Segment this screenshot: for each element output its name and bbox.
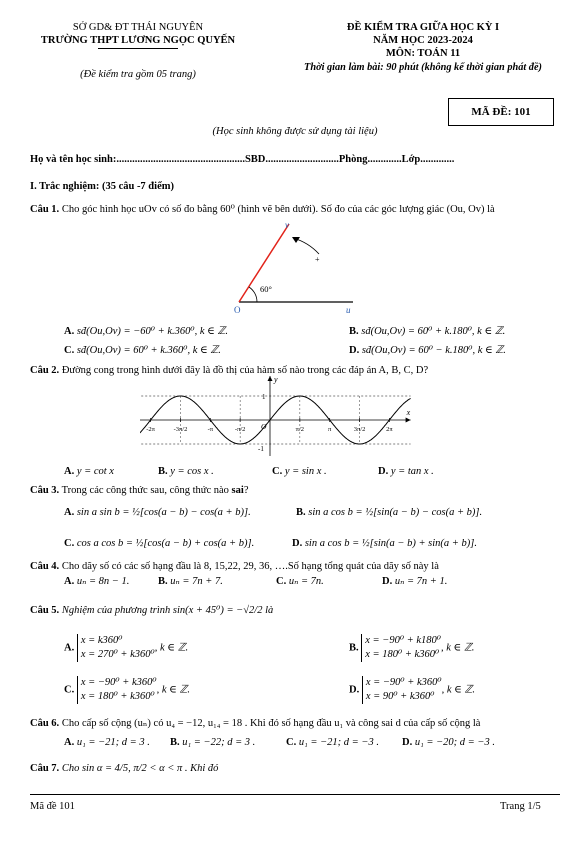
question-5-text: Nghiệm của phương trình sin(x + 45⁰) = −√2/2 là [61, 605, 274, 616]
q1-option-d[interactable]: D. sđ(Ou,Ov) = 60⁰ − k.180⁰, k ∈ ℤ. [349, 345, 506, 356]
q1-option-b[interactable]: B. sđ(Ou,Ov) = 60⁰ + k.180⁰, k ∈ ℤ. [349, 326, 506, 337]
school-year: NĂM HỌC 2023-2024 [373, 35, 473, 46]
x-tick-label: -π [207, 426, 214, 433]
q3-option-c[interactable]: C. cos a cos b = ½[cos(a − b) + cos(a + b)]. [64, 538, 255, 549]
question-2-text: Đường cong trong hình dưới đây là đồ thị của hàm số nào trong các đáp án A, B, C, D? [61, 365, 429, 376]
question-1 [30, 203, 560, 216]
question-6-label: Câu 6. [30, 718, 60, 729]
school-name: TRƯỜNG THPT LƯƠNG NGỌC QUYẾN [40, 35, 236, 46]
q3-option-b[interactable]: B. sin a cos b = ½[sin(a − b) − cos(a + b)]. [296, 507, 483, 518]
exam-time: Thời gian làm bài: 90 phút (không kể thời gian phát đề) [304, 62, 542, 73]
question-2-label: Câu 2. [30, 365, 60, 376]
x-tick-label: π/2 [295, 426, 305, 433]
q1-option-a[interactable]: A. sđ(Ou,Ov) = −60⁰ + k.360⁰, k ∈ ℤ. [64, 326, 228, 337]
q2-option-c[interactable]: C. y = sin x . [272, 466, 327, 477]
question-6 [30, 717, 560, 730]
origin-label: O [261, 422, 267, 431]
question-7-label: Câu 7. [30, 763, 60, 774]
x-tick-label: -2π [146, 426, 155, 433]
question-4-label: Câu 4. [30, 561, 60, 572]
question-7 [30, 762, 560, 775]
positive-direction-label: + [315, 255, 320, 264]
exam-title: ĐỀ KIỂM TRA GIỮA HỌC KỲ I [346, 22, 500, 33]
footer-page-number: Trang 1/5 [500, 801, 541, 812]
section-1-title: I. Trắc nghiệm: (35 câu -7 điểm) [30, 181, 174, 192]
q6-option-d[interactable]: D. u₁ = −20; d = −3 . [402, 737, 495, 748]
department-name: SỞ GD& ĐT THÁI NGUYÊN [72, 22, 204, 33]
point-o-label: O [234, 305, 241, 315]
footer-divider [30, 794, 560, 795]
q2-option-b[interactable]: B. y = cos x . [158, 466, 214, 477]
question-5 [30, 604, 560, 617]
q5-option-c[interactable]: C. x = −90⁰ + k360⁰ x = 180⁰ + k360⁰, k ∈ ℤ. [64, 677, 190, 702]
u-label: u [346, 305, 351, 315]
x-axis-arrow [406, 418, 411, 423]
q5-option-d[interactable]: D. x = −90⁰ + k360⁰ x = 90⁰ + k360⁰, k ∈ ℤ. [349, 677, 475, 702]
q6-option-b[interactable]: B. u₁ = −22; d = 3 . [170, 737, 256, 748]
angle-figure [225, 218, 365, 318]
footer-exam-code: Mã đề 101 [30, 801, 75, 812]
student-info-line: Họ và tên học sinh:.................................................SBD............................Phòng.............Lớp............. [30, 154, 455, 165]
y-axis-label: y [274, 375, 278, 384]
question-5-label: Câu 5. [30, 605, 60, 616]
no-documents-note: (Học sinh không được sử dụng tài liệu) [212, 126, 378, 137]
q5-option-a[interactable]: A. x = k360⁰ x = 270⁰ + k360⁰, k ∈ ℤ. [64, 635, 189, 660]
question-7-text: Cho sin α = 4/5, π/2 < α < π . Khi đó [61, 763, 219, 774]
question-1-text: Cho góc hình học uOv có số đo bằng 60⁰ (hình vẽ bên dưới). Số đo của các góc lượng giác (Ou, Ov) là [61, 204, 495, 215]
q6-option-a[interactable]: A. u₁ = −21; d = 3 . [64, 737, 150, 748]
exam-code-box: MÃ ĐỀ: 101 [448, 98, 554, 126]
q2-option-d[interactable]: D. y = tan x . [378, 466, 434, 477]
x-tick-label: -π/2 [234, 426, 246, 433]
x-tick-label: 3π/2 [353, 426, 366, 433]
question-3-text: Trong các công thức sau, công thức nào [61, 485, 229, 496]
y-tick-1: 1 [262, 393, 266, 401]
question-1-label: Câu 1. [30, 204, 60, 215]
q1-option-c[interactable]: C. sđ(Ou,Ov) = 60⁰ + k.360⁰, k ∈ ℤ. [64, 345, 221, 356]
question-6-text: Cho cấp số cộng (uₙ) có u₄ = −12, u₁₄ = 18 . Khi đó số hạng đầu u₁ và công sai d của cấp số cộng là [61, 718, 481, 729]
question-4-text: Cho dãy số có các số hạng đầu là 8, 15,22, 29, 36, ….Số hạng tổng quát của dãy số này là [61, 561, 439, 572]
subject: MÔN: TOÁN 11 [385, 48, 461, 59]
q2-option-a[interactable]: A. y = cot x [64, 466, 114, 477]
x-axis-label: x [406, 408, 411, 417]
y-tick-minus-1: -1 [258, 445, 264, 453]
q4-option-b[interactable]: B. uₙ = 7n + 7. [158, 576, 223, 587]
question-3: Câu 3. Trong các công thức sau, công thức nào sai? [30, 485, 249, 496]
question-4 [30, 560, 560, 573]
v-label: v [285, 220, 289, 230]
q3-option-d[interactable]: D. sin a cos b = ½[sin(a − b) + sin(a + b)]. [292, 538, 477, 549]
question-3-keyword: sai [231, 485, 244, 496]
q5-option-b[interactable]: B. x = −90⁰ + k180⁰ x = 180⁰ + k360⁰, k ∈ ℤ. [349, 635, 475, 660]
angle-arc [249, 287, 257, 302]
y-axis-arrow [268, 376, 273, 381]
q6-option-c[interactable]: C. u₁ = −21; d = −3 . [286, 737, 379, 748]
question-3-label: Câu 3. [30, 485, 60, 496]
q3-option-a[interactable]: A. sin a sin b = ½[cos(a − b) − cos(a + b)]. [64, 507, 251, 518]
school-underline [98, 48, 178, 49]
q4-option-c[interactable]: C. uₙ = 7n. [276, 576, 324, 587]
sine-graph [140, 374, 450, 458]
pages-note: (Đề kiểm tra gồm 05 trang) [80, 69, 196, 80]
x-tick-label: π [328, 426, 332, 433]
q4-option-a[interactable]: A. uₙ = 8n − 1. [64, 576, 130, 587]
x-tick-label: -3π/2 [173, 426, 188, 433]
angle-label: 60° [260, 284, 272, 294]
q4-option-d[interactable]: D. uₙ = 7n + 1. [382, 576, 448, 587]
x-tick-label: 2π [386, 426, 393, 433]
